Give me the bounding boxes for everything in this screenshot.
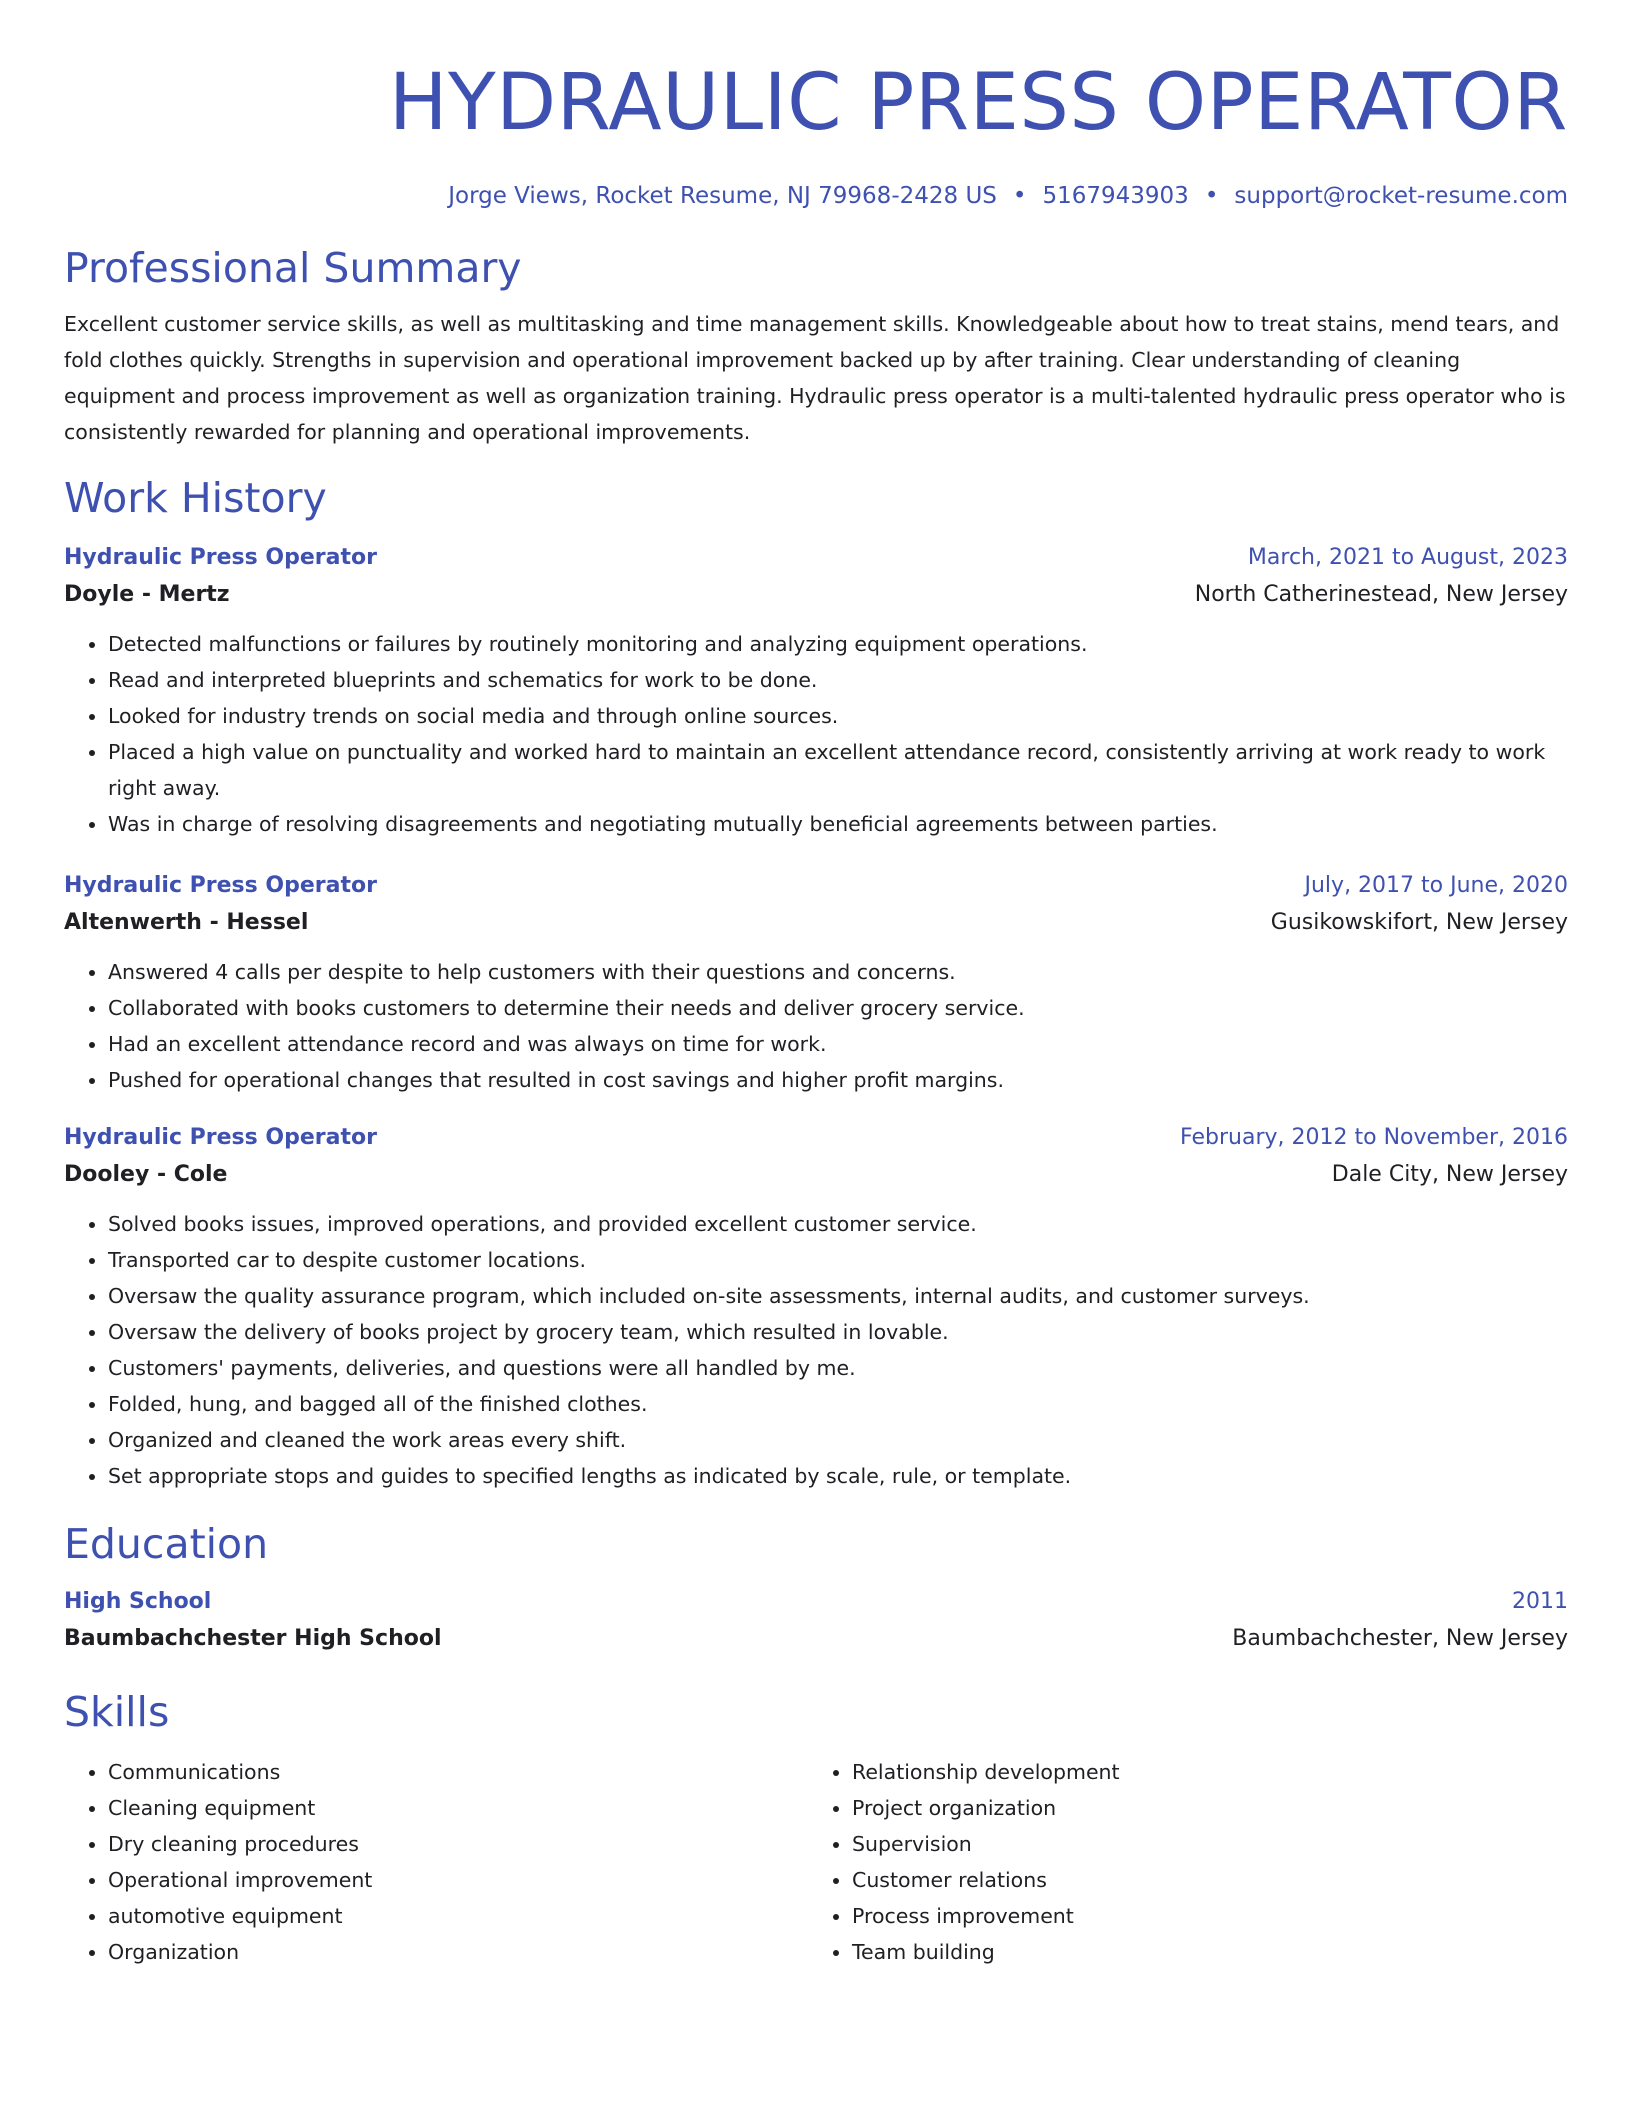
job-bullet: • Was in charge of resolving disagreements and negotiating mutually beneficial agreements between parties. xyxy=(108,806,1568,842)
job-bullets xyxy=(64,954,1568,1098)
job-title: Hydraulic Press Operator xyxy=(64,873,377,898)
skills-list xyxy=(64,1754,1568,1970)
job-bullet: • Pushed for operational changes that resulted in cost savings and higher profit margins. xyxy=(108,1062,1568,1098)
job-dates: February, 2012 to November, 2016 xyxy=(1180,1125,1568,1150)
job-company: Dooley - Cole xyxy=(64,1162,228,1187)
skill-item: • Organization xyxy=(108,1934,808,1970)
skill-item: • Dry cleaning procedures xyxy=(108,1826,808,1862)
contact-separator: • xyxy=(1204,183,1219,209)
job-dates: July, 2017 to June, 2020 xyxy=(1304,873,1568,898)
job-location: Dale City, New Jersey xyxy=(1331,1162,1568,1187)
job-bullet: • Placed a high value on punctuality and worked hard to maintain an excellent attendance record, consistently arriving at work ready to work right away. xyxy=(108,734,1568,806)
job-bullet: • Read and interpreted blueprints and schematics for work to be done. xyxy=(108,662,1568,698)
education-location: Baumbachchester, New Jersey xyxy=(1232,1626,1568,1651)
job-header-row xyxy=(64,540,1568,576)
job-entry xyxy=(64,540,1568,842)
job-title: Hydraulic Press Operator xyxy=(64,1125,377,1150)
education-degree: High School xyxy=(64,1589,212,1614)
skills-column-right xyxy=(808,1754,1552,1970)
job-header-row xyxy=(64,868,1568,904)
job-bullet: • Customers' payments, deliveries, and questions were all handled by me. xyxy=(108,1350,1568,1386)
skill-item: • Supervision xyxy=(852,1826,1552,1862)
skill-item: • Operational improvement xyxy=(108,1862,808,1898)
job-bullets xyxy=(64,1206,1568,1494)
skills-column-left xyxy=(64,1754,808,1970)
job-entry xyxy=(64,1120,1568,1494)
skill-item: • Communications xyxy=(108,1754,808,1790)
job-bullet: • Answered 4 calls per despite to help customers with their questions and concerns. xyxy=(108,954,1568,990)
contact-separator: • xyxy=(1012,183,1027,209)
job-entry xyxy=(64,868,1568,1098)
job-company-row xyxy=(64,904,1568,942)
job-bullet: • Looked for industry trends on social media and through online sources. xyxy=(108,698,1568,734)
skill-item: • Project organization xyxy=(852,1790,1552,1826)
job-bullet: • Set appropriate stops and guides to specified lengths as indicated by scale, rule, or template. xyxy=(108,1458,1568,1494)
job-bullet: • Detected malfunctions or failures by routinely monitoring and analyzing equipment operations. xyxy=(108,626,1568,662)
skill-item: • automotive equipment xyxy=(108,1898,808,1934)
job-location: Gusikowskifort, New Jersey xyxy=(1270,910,1568,935)
job-bullet: • Organized and cleaned the work areas every shift. xyxy=(108,1422,1568,1458)
job-bullet: • Oversaw the delivery of books project by grocery team, which resulted in lovable. xyxy=(108,1314,1568,1350)
contact-email: support@rocket-resume.com xyxy=(1234,183,1568,209)
job-company-row xyxy=(64,576,1568,614)
skill-item: • Customer relations xyxy=(852,1862,1552,1898)
job-header-row xyxy=(64,1120,1568,1156)
education-header-row xyxy=(64,1584,1568,1620)
summary-text: Excellent customer service skills, as well as multitasking and time management skills. Knowledgeable about how to treat stains, mend tears, and fold clothes quickly. Strengths in supervision and operational improvement backed up by after training. Clear understanding of cleaning equipment and process improvement as well as organization training. Hydraulic press operator is a multi-talented hydraulic press operator who is consistently rewarded for planning and operational improvements. xyxy=(64,312,1566,444)
job-bullets xyxy=(64,626,1568,842)
contact-address: Jorge Views, Rocket Resume, NJ 79968-2428 US xyxy=(448,183,997,209)
education-year: 2011 xyxy=(1512,1589,1568,1614)
job-company: Doyle - Mertz xyxy=(64,582,230,607)
job-bullet: • Transported car to despite customer locations. xyxy=(108,1242,1568,1278)
job-dates: March, 2021 to August, 2023 xyxy=(1247,545,1568,570)
work-history-heading: Work History xyxy=(64,474,327,522)
education-entry xyxy=(64,1584,1568,1658)
job-bullet: • Oversaw the quality assurance program, which included on-site assessments, internal audits, and customer surveys. xyxy=(108,1278,1568,1314)
resume-page xyxy=(64,0,1568,1970)
skill-item: • Team building xyxy=(852,1934,1552,1970)
contact-phone: 5167943903 xyxy=(1042,183,1189,209)
job-company: Altenwerth - Hessel xyxy=(64,910,309,935)
education-school-row xyxy=(64,1620,1568,1658)
job-company-row xyxy=(64,1156,1568,1194)
job-location: North Catherinestead, New Jersey xyxy=(1194,582,1568,607)
job-bullet: • Solved books issues, improved operations, and provided excellent customer service. xyxy=(108,1206,1568,1242)
skill-item: • Relationship development xyxy=(852,1754,1552,1790)
education-heading: Education xyxy=(64,1520,269,1568)
job-bullet: • Folded, hung, and bagged all of the finished clothes. xyxy=(108,1386,1568,1422)
job-title: Hydraulic Press Operator xyxy=(64,545,377,570)
skill-item: • Process improvement xyxy=(852,1898,1552,1934)
summary-heading: Professional Summary xyxy=(64,244,522,292)
education-school: Baumbachchester High School xyxy=(64,1626,442,1651)
job-bullet: • Collaborated with books customers to determine their needs and deliver grocery service. xyxy=(108,990,1568,1026)
skills-heading: Skills xyxy=(64,1688,170,1736)
job-bullet: • Had an excellent attendance record and was always on time for work. xyxy=(108,1026,1568,1062)
contact-line xyxy=(64,180,1568,212)
skill-item: • Cleaning equipment xyxy=(108,1790,808,1826)
candidate-name: HYDRAULIC PRESS OPERATOR xyxy=(388,58,1568,148)
